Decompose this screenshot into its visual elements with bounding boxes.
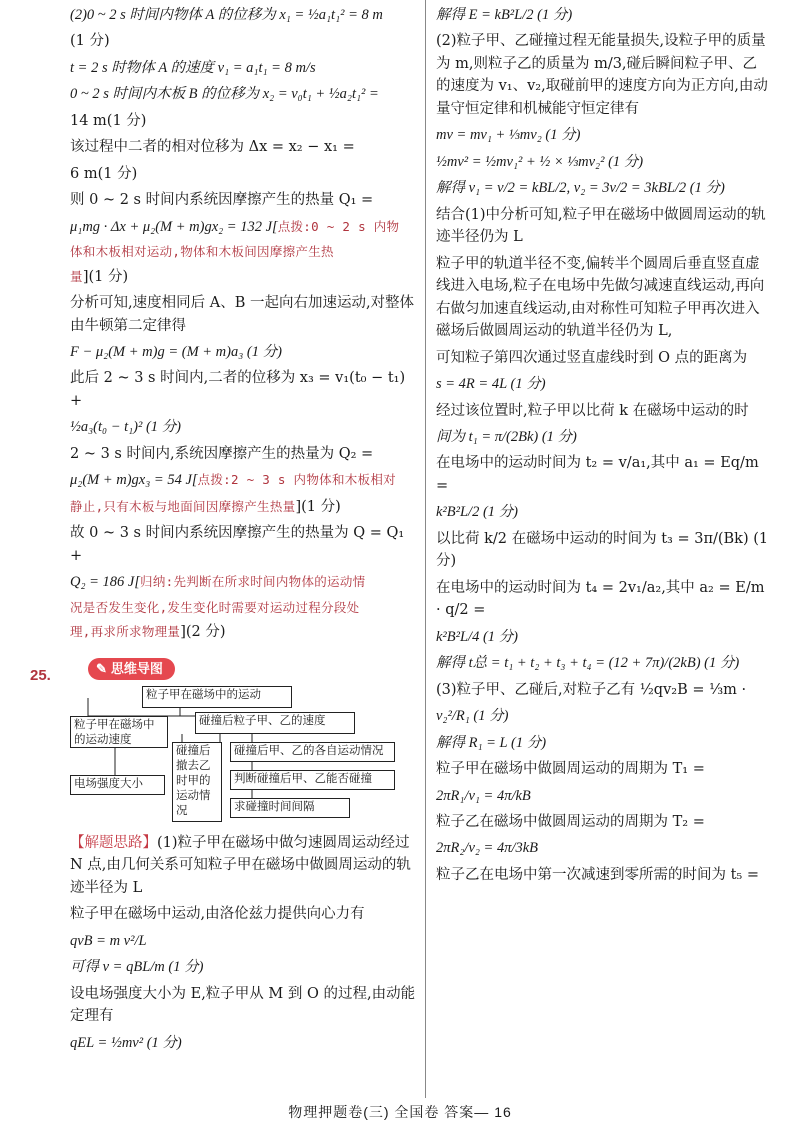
text-line: 此后 2 ~ 3 s 时间内,二者的位移为 x₃ = v₁(t₀ − t₁) + [70, 370, 406, 409]
tip-note: 体和木板相对运动,物体和木板间因摩擦产生热 [70, 244, 334, 260]
tip-note: 静止,只有木板与地面间因摩擦产生热量 [70, 498, 296, 514]
formula: 解得 E = kB²L/2 (1 分) [436, 7, 573, 23]
text-line: 以比荷 k/2 在磁场中运动的时间为 t₃ = 3π/(Bk) (1 分) [436, 530, 769, 570]
mindmap-node: 粒子甲在磁场中的运动速度 [70, 716, 168, 748]
formula: 解得 t总 = t₁ + t₂ + t₃ + t₄ = (12 + 7π)/(2kB) (1 分) [436, 655, 740, 672]
text-line [70, 266, 416, 288]
formula: μ₂(M + m)gx₃ = 54 J[ [70, 472, 198, 489]
text-line: t = 2 s 时物体 A 的速度 v₁ = a₁t₁ = 8 m/s [70, 59, 316, 76]
text-line [70, 496, 416, 518]
text-line [70, 621, 416, 643]
column-divider [425, 0, 426, 1098]
text-line: 粒子甲在磁场中做圆周运动的周期为 T₁ = [436, 761, 705, 778]
text-line: 结合(1)中分析可知,粒子甲在磁场中做圆周运动的轨迹半径仍为 L [436, 206, 766, 246]
text-line: (1 分) [70, 33, 110, 50]
text-line: (2)0 ~ 2 s 时间内物体 A 的位移为 x₁ = ½a₁t₁² = 8 m [70, 7, 383, 23]
text-line: 2 ~ 3 s 时间内,系统因摩擦产生的热量为 Q₂ = [70, 445, 374, 462]
page-footer: 物理押题卷(三) 全国卷 答案— 16 [288, 1104, 512, 1120]
text-line: 6 m(1 分) [70, 165, 138, 182]
badge-label: 思维导图 [110, 661, 163, 676]
text-line: 分析可知,速度相同后 A、B 一起向右加速运动,对整体由牛顿第二定律得 [70, 295, 415, 334]
pencil-icon: ✎ [96, 661, 107, 676]
formula: k²B²L/4 (1 分) [436, 628, 518, 645]
text-line: 设电场强度大小为 E,粒子甲从 M 到 O 的过程,由动能定理有 [70, 985, 416, 1025]
formula: qvB = m v²/L [70, 932, 147, 949]
summary-note: 况是否发生变化,发生变化时需要对运动过程分段处 [70, 599, 360, 615]
formula: s = 4R = 4L (1 分) [436, 376, 546, 393]
score: ](1 分) [295, 498, 341, 515]
text-line: 0 ~ 2 s 时间内木板 B 的位移为 x₂ = v₀t₁ + ½a₂t₁² = [70, 86, 379, 103]
right-column [436, 4, 770, 890]
mindmap-badge [88, 658, 175, 680]
formula: 可得 v = qBL/m (1 分) [70, 959, 204, 976]
tip-note: 量 [70, 268, 83, 284]
text-line: 在电场中的运动时间为 t₂ = v/a₁,其中 a₁ = Eq/m = [436, 455, 759, 494]
mind-map [70, 686, 415, 824]
summary-note: 归纳:先判断在所求时间内物体的运动情 [140, 574, 366, 590]
solution-text: (1)粒子甲在磁场中做匀速圆周运动经过 N 点,由几何关系可知粒子甲在磁场中做圆周运动的轨迹半径为 L [70, 835, 411, 896]
text-line: 粒子甲在磁场中运动,由洛伦兹力提供向心力有 [70, 906, 365, 923]
formula: qEL = ½mv² (1 分) [70, 1034, 182, 1051]
text-line [70, 571, 416, 593]
mindmap-node: 求碰撞时间间隔 [230, 798, 350, 818]
section-tag: 【解题思路】 [70, 835, 157, 851]
score: ](2 分) [180, 624, 226, 641]
text-line [70, 216, 416, 238]
text-line: 粒子乙在电场中第一次减速到零所需的时间为 t₅ = [436, 866, 760, 883]
mindmap-node: 电场强度大小 [70, 775, 165, 795]
left-column-lower [70, 832, 416, 1058]
left-column [70, 4, 416, 648]
formula: k²B²L/2 (1 分) [436, 504, 518, 521]
formula: μ₁mg · Δx + μ₂(M + m)gx₂ = 132 J[ [70, 218, 278, 235]
text-line: 粒子乙在磁场中做圆周运动的周期为 T₂ = [436, 814, 705, 830]
formula: v₂²/R₁ (1 分) [436, 708, 509, 725]
formula: Q₂ = 186 J[ [70, 574, 141, 591]
formula: mv = mv₁ + ⅓mv₂ (1 分) [436, 127, 581, 144]
mindmap-node: 判断碰撞后甲、乙能否碰撞 [230, 770, 395, 790]
summary-note: 理,再求所求物理量 [70, 624, 181, 640]
text-line: 在电场中的运动时间为 t₄ = 2v₁/a₂,其中 a₂ = E/m · q/2 = [436, 579, 765, 619]
text-line: 粒子甲的轨道半径不变,偏转半个圆周后垂直竖直虚线进入电场,粒子在电场中先做匀减速直线运动,再向右做匀加速直线运动,由对称性可知粒子甲再次进入磁场后做圆周运动的轨道半径仍为 L, [436, 255, 765, 340]
text-line: 则 0 ~ 2 s 时间内系统因摩擦产生的热量 Q₁ = [70, 192, 374, 209]
formula: ½mv² = ½mv₁² + ½ × ⅓mv₂² (1 分) [436, 153, 644, 170]
formula: 间为 t₁ = π/(2Bk) (1 分) [436, 428, 577, 445]
text-line: 可知粒子第四次通过竖直虚线时到 O 点的距离为 [436, 349, 748, 366]
formula: 解得 R₁ = L (1 分) [436, 734, 547, 751]
mindmap-node: 碰撞后粒子甲、乙的速度 [195, 712, 355, 734]
question-number: 25. [30, 667, 51, 684]
tip-note: 点拨:0 ~ 2 s 内物 [277, 218, 400, 234]
text-line: (3)粒子甲、乙碰后,对粒子乙有 ½qv₂B = ⅓m · [436, 681, 747, 698]
text-line: (2)粒子甲、乙碰撞过程无能量损失,设粒子甲的质量为 m,则粒子乙的质量为 m/3,碰后瞬间粒子甲、乙的速度为 v₁、v₂,取碰前甲的速度方向为正方向,由动量守恒定律和机械能守恒定律有 [436, 33, 768, 117]
tip-note: 点拨:2 ~ 3 s 内物体和木板相对 [197, 472, 396, 488]
formula: 解得 v₁ = v/2 = kBL/2, v₂ = 3v/2 = 3kBL/2 (1 分) [436, 180, 725, 197]
mindmap-root: 粒子甲在磁场中的运动 [142, 686, 292, 708]
text-line: 经过该位置时,粒子甲以比荷 k 在磁场中运动的时 [436, 402, 749, 419]
formula: 2πR₁/v₁ = 4π/kB [436, 787, 531, 804]
text-line [70, 832, 416, 899]
text-line: 该过程中二者的相对位移为 Δx = x₂ − x₁ = [70, 139, 355, 156]
text-line: 14 m(1 分) [70, 112, 147, 129]
formula: 2πR₂/v₂ = 4π/3kB [436, 840, 539, 857]
mindmap-node: 碰撞后甲、乙的各自运动情况 [230, 742, 395, 762]
text-line: ½a₃(t₀ − t₁)² (1 分) [70, 419, 182, 436]
score: ](1 分) [82, 268, 129, 285]
mindmap-node: 碰撞后撤去乙时甲的运动情况 [172, 742, 222, 822]
text-line: F − μ₂(M + m)g = (M + m)a₃ (1 分) [70, 344, 282, 360]
text-line [70, 469, 416, 491]
text-line: 故 0 ~ 3 s 时间内系统因摩擦产生的热量为 Q = Q₁ + [70, 525, 405, 564]
